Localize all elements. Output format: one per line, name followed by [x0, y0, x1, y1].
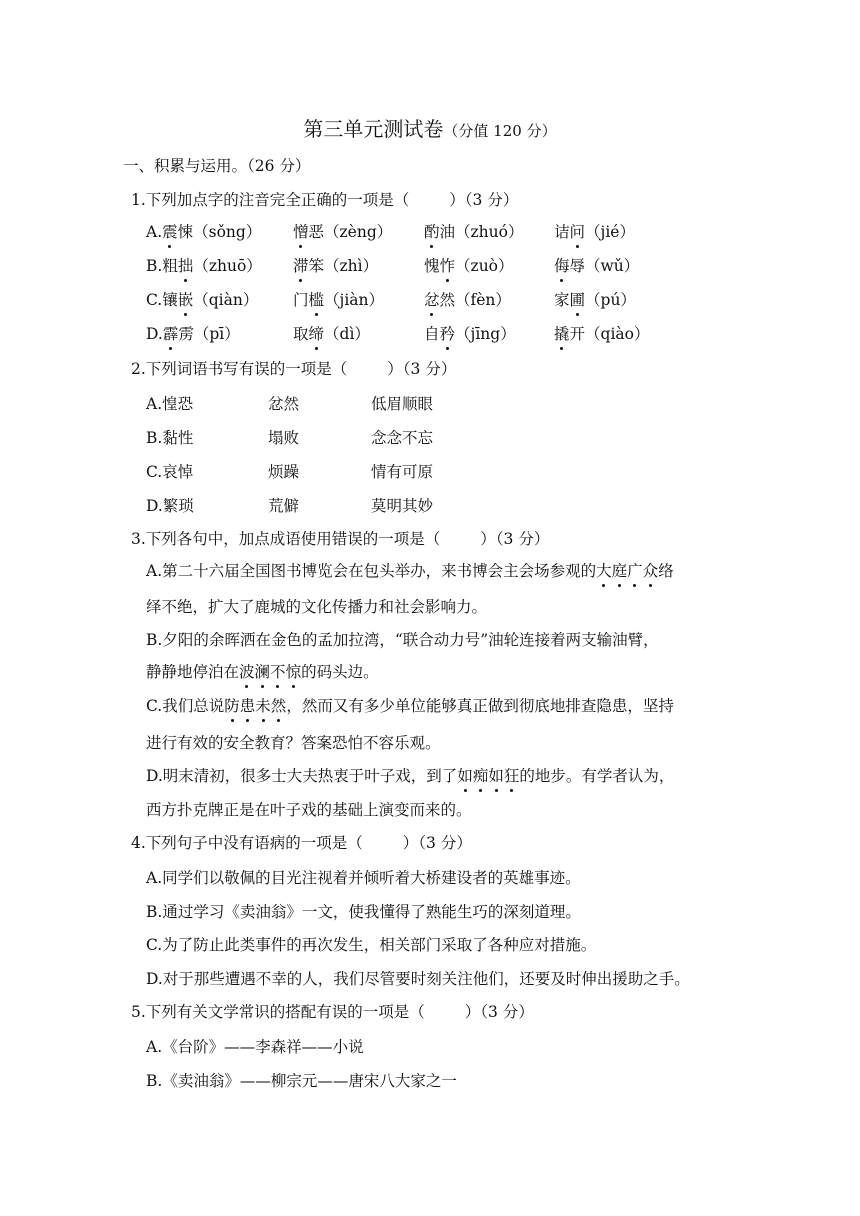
q1-option-a: A.震悚（sǒng）: [146, 223, 262, 241]
q3-option-d-line2: 西方扑克牌正是在叶子戏的基础上演变而来的。: [146, 801, 472, 819]
q1-option-d-4: 撬开（qiào）: [554, 325, 650, 343]
emphasis-char: 庭: [611, 562, 628, 580]
q1-a1: 悚（sǒng）: [177, 223, 262, 241]
emphasis-char: 大: [596, 562, 612, 580]
emphasis-char: 未: [255, 697, 271, 715]
q2-option-c-3: 情有可原: [371, 463, 434, 481]
q3-option-d-line1: D.明末清初，很多士大夫热衷于叶子戏，到了如痴如狂的地步。有学者认为，: [146, 767, 675, 785]
q2-option-d-2: 荒僻: [268, 497, 300, 515]
question-2-stem: 2.下列词语书写有误的一项是（ ）（3 分）: [131, 360, 457, 378]
q2-option-a-2: 忿然: [268, 395, 300, 413]
q1-option-d-3: 自矜（jīng）: [424, 325, 516, 343]
q3-option-b-line2: 静静地停泊在波澜不惊的码头边。: [146, 663, 379, 681]
q4-option-b: B.通过学习《卖油翁》一文，使我懂得了熟能生巧的深刻道理。: [146, 903, 581, 921]
q3-option-b-line1: B.夕阳的余晖洒在金色的孟加拉湾，“联合动力号”油轮连接着两支输油臂，: [146, 631, 659, 649]
q2-option-a-3: 低眉顺眼: [371, 395, 434, 413]
q3-option-c-line2: 进行有效的安全教育？答案恐怕不容乐观。: [146, 734, 441, 752]
q2-option-a-1: A.惶恐: [146, 395, 194, 413]
emphasis-char: 患: [239, 697, 256, 715]
q5-option-b: B.《卖油翁》——柳宗元——唐宋八大家之一: [146, 1072, 457, 1090]
q2-option-b-3: 念念不忘: [371, 429, 434, 447]
q1-option-c-3: 忿然（fèn）: [424, 291, 511, 309]
q1-option-a-3: 酌油（zhuó）: [424, 223, 524, 241]
q3-idiom-b: [239, 663, 301, 681]
title-main: 第三单元测试卷: [303, 117, 444, 141]
q4-option-d: D.对于那些遭遇不幸的人，我们尽管要时刻关注他们，还要及时伸出援助之手。: [146, 970, 690, 988]
q3-idiom-c: [224, 697, 286, 715]
q1-option-b-3: 愧怍（zuò）: [424, 257, 514, 275]
q3-option-a-line2: 绎不绝，扩大了鹿城的文化传播力和社会影响力。: [146, 598, 488, 616]
emphasis-char: 狂: [503, 767, 520, 785]
emphasis-char: 众: [642, 562, 659, 580]
q5-option-a: A.《台阶》——李森祥——小说: [146, 1038, 364, 1056]
section-heading: 一、积累与运用。（26 分）: [123, 157, 311, 175]
q4-option-c: C.为了防止此类事件的再次发生，相关部门采取了各种应对措施。: [146, 936, 597, 954]
emphasis-char: 如: [488, 767, 504, 785]
q3-idiom-d: [457, 767, 519, 785]
emphasis-char: 痴: [472, 767, 489, 785]
page-title: [0, 116, 860, 144]
q1-option-b-4: 侮辱（wǔ）: [554, 257, 640, 275]
emphasis-char: 广: [627, 562, 643, 580]
emphasis-char: 防: [224, 697, 240, 715]
q2-option-b-1: B.黏性: [146, 429, 194, 447]
q2-option-d-1: D.繁琐: [146, 497, 194, 515]
q1-option-c-2: 门槛（jiàn）: [293, 291, 385, 309]
question-1-stem: 1.下列加点字的注音完全正确的一项是（ ）（3 分）: [131, 191, 519, 209]
q4-option-a: A.同学们以敬佩的目光注视着并倾听着大桥建设者的英雄事迹。: [146, 869, 581, 887]
emphasis-char: 波: [239, 663, 255, 681]
q3-idiom-a: [596, 562, 658, 580]
question-4-stem: 4.下列句子中没有语病的一项是（ ）（3 分）: [131, 834, 472, 852]
q1-option-c: C.镶嵌（qiàn）: [146, 291, 259, 309]
q2-option-c-1: C.哀悼: [146, 463, 194, 481]
question-3-stem: 3.下列各句中，加点成语使用错误的一项是（ ）（3 分）: [131, 530, 550, 548]
q1-option-d-2: 取缔（dì）: [293, 325, 370, 343]
emphasis-char: 惊: [285, 663, 302, 681]
q1-option-b: B.粗拙（zhuō）: [146, 257, 262, 275]
emphasis-char: 如: [457, 767, 473, 785]
q2-option-d-3: 莫明其妙: [371, 497, 434, 515]
q2-option-b-2: 塌败: [268, 429, 300, 447]
emphasis-char: 然: [270, 697, 287, 715]
q1-option-a-2: 憎恶（zèng）: [293, 223, 393, 241]
q3-option-a-line1: A.第二十六届全国图书博览会在包头举办，来书博会主会场参观的大庭广众络: [146, 562, 674, 580]
q1-option-b-2: 滞笨（zhì）: [293, 257, 379, 275]
q3-option-c-line1: C.我们总说防患未然，然而又有多少单位能够真正做到彻底地排查隐患，坚持: [146, 697, 674, 715]
question-5-stem: 5.下列有关文学常识的搭配有误的一项是（ ）（3 分）: [131, 1003, 534, 1021]
title-score: （分值 120 分）: [443, 122, 557, 140]
q2-option-c-2: 烦躁: [268, 463, 300, 481]
q1-option-d: D.霹雳（pī）: [146, 325, 240, 343]
q1-option-a-4: 诘问（jié）: [554, 223, 635, 241]
emphasis-char: 澜: [254, 663, 271, 681]
emphasis-char: 不: [270, 663, 286, 681]
q1-option-c-4: 家圃（pú）: [554, 291, 636, 309]
